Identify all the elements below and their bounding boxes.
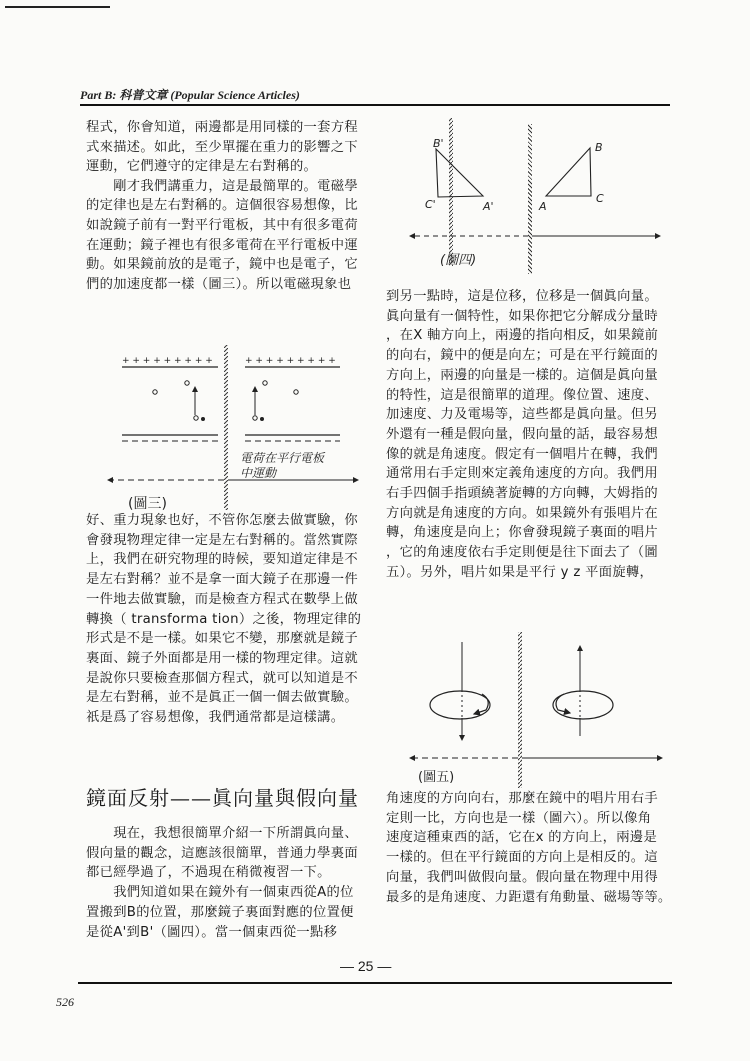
text-line: 是從A'到B'（圖四）。當一個東西從一點移 [86,924,338,940]
text-line: 假向量的觀念，這應該很簡單，普通力學裏面 [86,845,358,861]
text-line: 定則一比，方向也是一樣（圖六）。所以像角 [386,810,652,826]
label-b-prime: B' [433,137,444,150]
text-line: 置搬到B的位置，那麼鏡子裏面對應的位置便 [86,904,354,920]
text-line: 外還有一種是假向量，假向量的話，最容易想 [386,426,658,442]
text-line: 通常用右手定則來定義角速度的方向。我們用 [386,466,658,482]
text-line: 向量，我們叫做假向量。假向量在物理中用得 [386,869,658,885]
label-a: A [539,200,547,213]
text-line: 式來描述。如此，至少單擺在重力的影響之下 [86,139,358,155]
text-line: 速度這種東西的話，它在x 的方向上，兩邊是 [386,830,658,846]
text-line: 運動，它們遵守的定律是左右對稱的。 [86,159,318,175]
label-c-prime: C' [425,198,436,211]
header-rule [80,104,670,106]
charge [194,416,198,420]
object-triangle [546,148,591,196]
charge [153,390,157,394]
text-line: 們的加速度都一樣（圖三）。所以電磁現象也 [86,276,352,292]
text-line: 形式是不是一樣。如果它不變，那麼就是鏡子 [86,631,358,647]
text-line: 程式，你會知道，兩邊都是用同樣的一套方程 [86,120,358,135]
handwritten-note: 中運動 [240,466,277,480]
figure-caption: (圖四) [440,253,477,268]
text-line: 會發現物理定律一定是左右對稱的。當然實際 [86,532,358,548]
running-header: Part B: 科普文章 (Popular Science Articles) [80,88,300,102]
figure-3 [100,340,380,510]
text-line: ，在X 軸方向上，兩邊的指向相反，如果鏡前 [386,328,659,344]
page-number: — 25 — [340,958,392,974]
text-line: 是左右對稱？並不是拿一面大鏡子在那邊一件 [86,572,358,588]
text-line: 是左右對稱，並不是眞正一個一個去做實驗。 [86,690,358,706]
text-line: 方向上，兩邊的向量是一樣的。這個是眞向量 [386,367,658,383]
section-title: 鏡面反射——眞向量與假向量 [86,786,359,810]
label-a-prime: A' [483,200,494,213]
positive-charges-left: + + + + + + + + + [122,356,213,366]
positive-charges-right: + + + + + + + + + [245,356,336,366]
text-line: 五）。另外，唱片如果是平行 y z 平面旋轉， [386,564,654,580]
mirror [449,118,453,266]
text-line: 如說鏡子前有一對平行電板，其中有很多電荷 [86,218,358,233]
figure-4-mirror [528,124,532,274]
text-line: 在運動；鏡子裡也有很多電荷在平行電板中運 [86,237,358,253]
text-line: 現在，我想很簡單介紹一下所謂眞向量、 [86,826,358,841]
text-line: 我們知道如果在鏡外有一個東西從A的位 [86,885,354,901]
text-line: 好、重力現象也好，不管你怎麼去做實驗，你 [86,513,358,528]
text-line: 右手四個手指頭繞著旋轉的方向轉，大姆指的 [386,486,658,501]
scan-edge-mark [5,6,110,8]
handwritten-note: 電荷在平行電板 [240,451,325,465]
text-line: 像的就是角速度。假定有一個唱片在轉，我們 [386,446,658,462]
label-c: C [596,192,604,205]
footer-rule [78,982,672,984]
text-line: 的定律也是左右對稱的。這個很容易想像，比 [86,198,358,214]
text-line: 到另一點時，這是位移，位移是一個眞向量。 [386,289,658,304]
text-line: 的向右，鏡中的便是向左；可是在平行鏡面的 [386,348,658,364]
text-line: 裏面、鏡子外面都是用一樣的物理定律。這就 [86,650,358,666]
electron [260,417,264,421]
text-line: 一樣的。但在平行鏡面的方向上是相反的。這 [386,850,658,866]
figure-4 [400,118,680,278]
book-page-number: 526 [56,995,74,1009]
charge [294,390,298,394]
text-line: 加速度、力及電場等，這些都是眞向量。但另 [386,407,658,423]
mirror-triangle [436,149,483,197]
charge [253,416,257,420]
text-line: 轉，角速度是向上；你會發現鏡子裏面的唱片 [386,525,658,541]
figure-caption: (圖五) [418,770,455,785]
text-line: 剛才我們講重力，這是最簡單的。電磁學 [86,178,358,194]
text-line: 轉換（ transforma tion）之後，物理定律的 [86,611,362,627]
text-line: 最多的是角速度、力距還有角動量、磁場等等。 [386,889,672,905]
text-line: 祇是爲了容易想像，我們通常都是這樣講。 [86,710,345,725]
electron [201,417,205,421]
text-line: 都已經學過了，不過現在稍微複習一下。 [86,865,331,881]
text-line: 角速度的方向向右，那麼在鏡中的唱片用右手 [386,791,658,806]
figure-caption: (圖三) [128,496,167,510]
text-line: ，它的角速度依右手定則便是往下面去了（圖 [386,545,658,561]
rotation-arrow [474,694,488,714]
text-line: 眞向量有一個特性，如果你把它分解成分量時 [386,308,658,324]
label-b: B [595,141,603,154]
text-line: 上，我們在研究物理的時候，要知道定律是不 [86,552,358,568]
mirror [224,345,228,510]
text-line: 是說你只要檢查那個方程式，就可以知道是不 [86,670,358,686]
charge [263,381,267,385]
text-line: 動。如果鏡前放的是電子，鏡中也是電子，它 [86,257,358,273]
text-line: 的特性，這是很簡單的道理。像位置、速度、 [386,387,658,403]
record-disc [430,691,490,719]
text-line: 一件地去做實驗，而是檢查方程式在數學上做 [86,591,358,607]
charge [185,381,189,385]
mirror [518,632,522,788]
figure-5 [400,630,680,788]
text-line: 方向就是角速度的方向。如果鏡外有張唱片在 [386,505,658,521]
